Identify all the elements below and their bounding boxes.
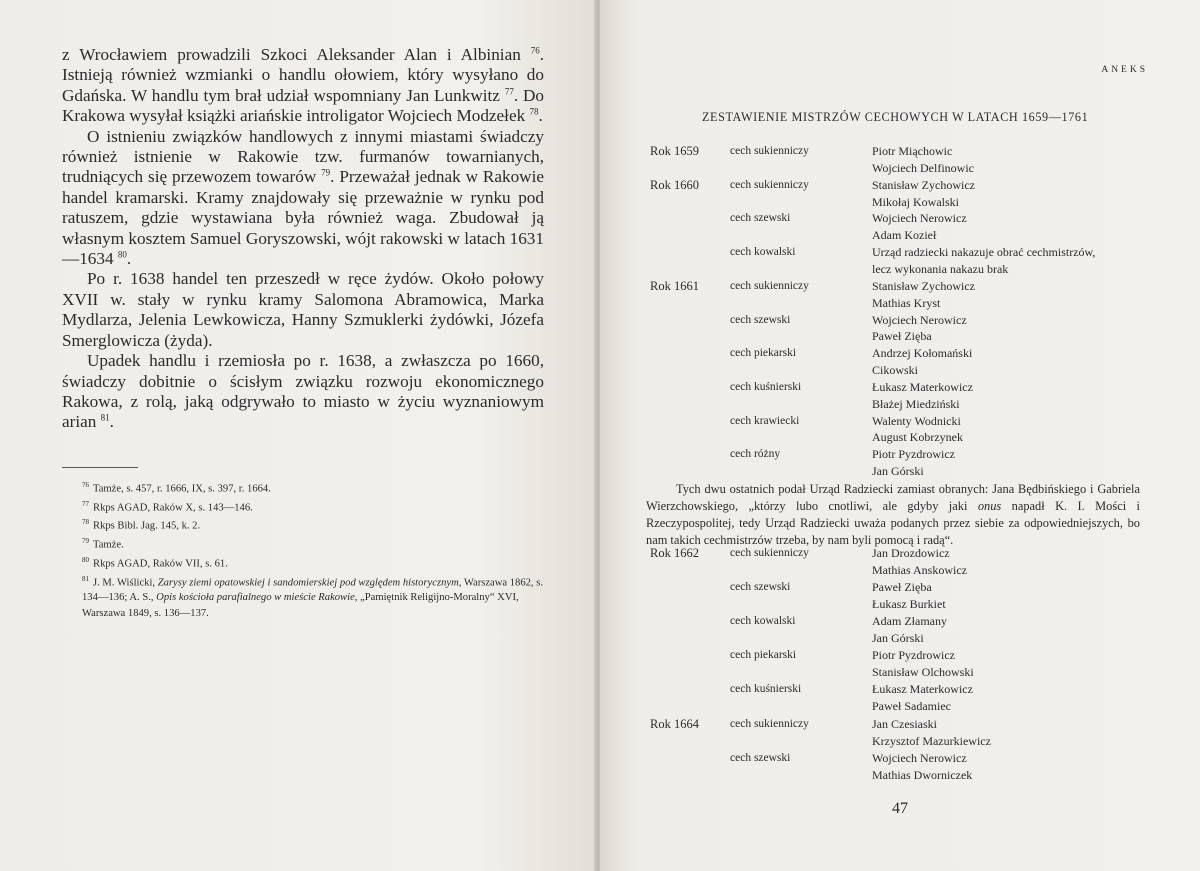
text-run: . Do Krakowa wysyłał książki ariańskie introligator Wojciech Modzełek <box>62 85 544 126</box>
left-page <box>0 0 596 871</box>
footnote-number: 77 <box>82 499 89 508</box>
paragraph <box>62 45 544 127</box>
text-run: Tamże. <box>93 539 124 551</box>
table-title: ZESTAWIENIE MISTRZÓW CECHOWYCH W LATACH 1659—1761 <box>702 110 1089 124</box>
footnote <box>82 515 552 534</box>
footnote-ref: 80 <box>117 249 127 260</box>
table-master-name: Adam Złamany <box>872 614 947 629</box>
text-run: Upadek handlu i rzemiosła po r. 1638, a zwłaszcza po 1660, świadczy dobitnie o ścisłym związku rozwoju ekonomicznego Rakowa, z rolą, jaką odgrywało to miasto w życiu wyznaniowym arian <box>62 351 544 432</box>
table-master-name: Łukasz Materkowicz <box>872 682 973 697</box>
table-year: Rok 1662 <box>650 546 699 560</box>
table-guild: cech różny <box>730 448 781 461</box>
text-run: Rkps Bibl. Jag. 145, k. 2. <box>93 521 201 532</box>
text-run: Tamże, s. 457, r. 1666, IX, s. 397, r. 1664. <box>93 483 271 495</box>
text-run: . Istnieją również wzmianki o handlu ołowiem, który wysyłano do Gdańska. W handlu tym brał udział wspomniany Jan Lunkwitz <box>62 45 544 105</box>
table-master-name: Wojciech Nerowicz <box>872 750 967 765</box>
table-guild: cech kowalski <box>730 615 796 628</box>
paragraph <box>62 269 544 351</box>
table-master-name: Jan Drozdowicz <box>872 546 950 560</box>
table-master-name: Adam Kozieł <box>872 228 937 243</box>
table-master-name: Błażej Miedziński <box>872 396 960 411</box>
table-guild: cech piekarski <box>730 347 797 360</box>
text-run: . <box>126 249 132 269</box>
table-master-name: Stanisław Zychowicz <box>872 278 975 293</box>
table-guild: cech sukienniczy <box>730 279 809 292</box>
table-master-name: Stanisław Olchowski <box>872 665 974 680</box>
table-year: Rok 1659 <box>650 144 699 158</box>
text-run: Rkps AGAD, Raków X, s. 143—146. <box>93 502 253 514</box>
table-guild: cech piekarski <box>730 649 797 662</box>
table-guild: cech szewski <box>730 581 791 594</box>
footnote-number: 79 <box>82 537 89 546</box>
table-master-name: Andrzej Kołomański <box>872 346 973 361</box>
text-run: . Przeważał jednak w Rakowie handel kramarski. Kramy znajdowały się przeważnie w rynku pod ratuszem, gdzie wystawiana była również waga. Zbudował ją własnym kosztem Samuel Goryszowski, wójt rakowski w latach 1631—1634 <box>62 167 544 269</box>
table-master-name: Łukasz Burkiet <box>872 597 946 612</box>
text-run: . <box>109 412 114 432</box>
footnote-number: 81 <box>82 574 89 583</box>
footnote <box>82 534 552 553</box>
footnote-ref: 76 <box>530 45 540 56</box>
text-run: napadł K. I. Mości i Rzeczypospolitej, tedy Urząd Radziecki uważa podanych przez siebie za odpowiedniejszych, bo nam takich cechmistrzów trzeba, by nam byli pomocą i radą“. <box>646 499 1140 547</box>
footnote-ref: 78 <box>529 106 539 117</box>
footnote-ref: 81 <box>100 412 110 423</box>
table-guild: cech sukienniczy <box>730 178 809 191</box>
table-master-name: Mathias Kryst <box>872 295 941 310</box>
table-guild: cech krawiecki <box>730 414 800 427</box>
table-master-name: Piotr Miąchowic <box>872 144 953 158</box>
table-master-name: Wojciech Nerowicz <box>872 312 967 327</box>
text-run: , Warszawa 1862, s. 134—136; A. S., <box>82 577 544 604</box>
italic-text: onus <box>977 499 1002 513</box>
table-guild: cech sukienniczy <box>730 145 809 157</box>
page-number: 47 <box>892 800 908 817</box>
table-guild: cech kowalski <box>730 246 796 259</box>
text-run: . <box>538 106 543 126</box>
table-master-name: Wojciech Nerowicz <box>872 211 967 226</box>
footnote-number: 78 <box>82 518 89 527</box>
table-master-name: lecz wykonania nakazu brak <box>872 261 1009 276</box>
table-guild: cech szewski <box>730 212 791 225</box>
table-master-name: Mathias Dworniczek <box>872 767 973 782</box>
running-head: ANEKS <box>1101 65 1148 75</box>
text-run: J. M. Wiślicki, <box>93 577 158 589</box>
table-guild: cech szewski <box>730 751 791 764</box>
table-master-name: Piotr Pyzdrowicz <box>872 648 955 663</box>
table-master-name: Stanisław Zychowicz <box>872 177 975 192</box>
text-run: Tych dwu ostatnich podał Urząd Radziecki zamiast obranych: Jana Będbińskiego i Gabriela Wierzchowskiego, „którzy lubo cnotliwi, ale gdyby jaki <box>646 482 1140 513</box>
text-run: O istnieniu związków handlowych z innymi miastami świadczy również istnienie w Rakowie tzw. furmanów towarnianych, trudniących się przewozem towarów <box>62 126 544 187</box>
table-master-name: Piotr Pyzdrowicz <box>872 447 955 462</box>
table-master-name: Wojciech Delfinowic <box>872 160 974 175</box>
table-master-name: Łukasz Materkowicz <box>872 379 973 394</box>
footnote <box>82 497 552 516</box>
table-master-name: Paweł Zięba <box>872 580 932 595</box>
italic-text: Opis kościoła parafialnego w mieście Rakowie <box>156 592 355 604</box>
footnotes <box>82 478 552 621</box>
table-guild: cech szewski <box>730 313 791 326</box>
table-master-name: Mikołaj Kowalski <box>872 194 959 209</box>
left-body-text <box>62 45 544 433</box>
italic-text: Zarysy ziemi opatowskiej i sandomierskiej pod względem historycznym <box>157 577 459 589</box>
table-master-name: Paweł Zięba <box>872 329 932 344</box>
note-paragraph <box>646 481 1140 549</box>
table-note <box>646 481 1140 549</box>
table-guild: cech kuśnierski <box>730 380 802 393</box>
table-master-name: Krzysztof Mazurkiewicz <box>872 733 991 748</box>
table-guild: cech sukienniczy <box>730 547 809 559</box>
footnote <box>82 478 552 497</box>
table-master-name: Jan Górski <box>872 631 924 646</box>
text-run: Po r. 1638 handel ten przeszedł w ręce żydów. Około połowy XVII w. stały w rynku kramy Salomona Abramowica, Marka Mydlarza, Jelenia Lewkowicza, Hanny Szmuklerki żydówki, Józefa Smerglowicza (żyda). <box>62 269 544 350</box>
table-guild: cech kuśnierski <box>730 683 802 696</box>
table-guild: cech sukienniczy <box>730 717 809 730</box>
footnote <box>82 572 552 621</box>
table-master-name: Paweł Sadamiec <box>872 699 951 714</box>
table-master-name: Mathias Anskowicz <box>872 563 967 578</box>
footnote-number: 76 <box>82 481 89 489</box>
paragraph <box>62 351 544 433</box>
table-master-name: Jan Czesiaski <box>872 716 937 731</box>
text-run: z Wrocławiem prowadzili Szkoci Aleksander Alan i Albinian <box>62 45 531 64</box>
table-master-name: Walenty Wodnicki <box>872 413 961 428</box>
right-page <box>600 0 1200 871</box>
paragraph <box>62 127 544 270</box>
footnote-ref: 79 <box>321 167 331 178</box>
table-year: Rok 1660 <box>650 177 699 192</box>
footnote-ref: 77 <box>504 86 514 97</box>
table-master-name: Urząd radziecki nakazuje obrać cechmistrzów, <box>872 245 1096 260</box>
footnote <box>82 553 552 572</box>
footnote-rule <box>62 467 138 468</box>
table-master-name: August Kobrzynek <box>872 430 963 445</box>
table-year: Rok 1664 <box>650 716 699 731</box>
footnote-number: 80 <box>82 555 89 564</box>
text-run: , „Pamiętnik Religijno-Moralny“ XVI, Warszawa 1849, s. 136—137. <box>82 592 519 619</box>
table-master-name: Jan Górski <box>872 464 924 479</box>
table-year: Rok 1661 <box>650 278 699 293</box>
text-run: Rkps AGAD, Raków VII, s. 61. <box>93 558 228 570</box>
table-master-name: Cikowski <box>872 363 919 378</box>
